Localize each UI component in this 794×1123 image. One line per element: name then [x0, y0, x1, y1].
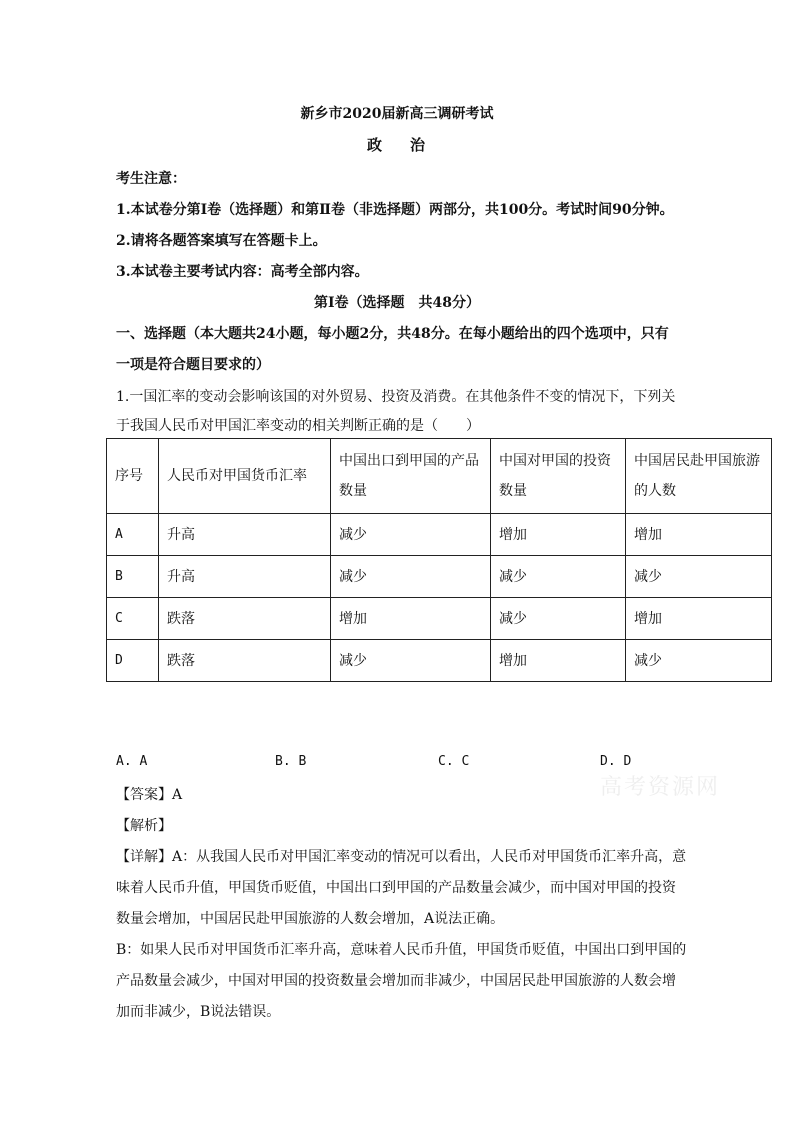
table-cell: 减少: [491, 598, 626, 640]
table-row: [107, 514, 772, 556]
question-table: [106, 438, 772, 682]
table-cell: 增加: [626, 514, 772, 556]
exam-title: 新乡市2020届新高三调研考试: [300, 106, 494, 122]
table-header-cell: 中国出口到甲国的产品数量: [331, 439, 491, 514]
table-cell: 减少: [331, 556, 491, 598]
table-cell: D: [107, 640, 159, 682]
part-title-line1: 一、选择题（本大题共24小题，每小题2分，共48分。在每小题给出的四个选项中，只有: [116, 326, 669, 342]
watermark: 高考资源网: [600, 775, 721, 800]
table-row: [107, 640, 772, 682]
table-cell: 增加: [331, 598, 491, 640]
table-cell: C: [107, 598, 159, 640]
table-header-cell: 中国对甲国的投资数量: [491, 439, 626, 514]
answer-line: 【答案】A: [116, 787, 183, 803]
question-stem-line1: 1.一国汇率的变动会影响该国的对外贸易、投资及消费。在其他条件不变的情况下，下列关: [116, 389, 676, 405]
detail-line-3: 数量会增加，中国居民赴甲国旅游的人数会增加，A说法正确。: [116, 911, 505, 927]
table-cell: 升高: [159, 556, 331, 598]
detail-line-1: 【详解】A：从我国人民币对甲国汇率变动的情况可以看出，人民币对甲国货币汇率升高，意: [116, 849, 687, 865]
table-header-cell: 人民币对甲国货币汇率: [159, 439, 331, 514]
subject-char-1: 政: [366, 136, 384, 154]
table-cell: 减少: [331, 640, 491, 682]
table-header-cell: 中国居民赴甲国旅游的人数: [626, 439, 772, 514]
subject-char-2: 治: [410, 136, 428, 154]
detail-line-4: B：如果人民币对甲国货币汇率升高，意味着人民币升值，甲国货币贬值，中国出口到甲国的: [116, 942, 687, 958]
detail-line-5: 产品数量会减少，中国对甲国的投资数量会增加而非减少，中国居民赴甲国旅游的人数会增: [116, 973, 676, 989]
table-header-row: [107, 439, 772, 514]
table-cell: 增加: [626, 598, 772, 640]
notice-item-2: 2.请将各题答案填写在答题卡上。: [116, 233, 327, 249]
table-row: [107, 556, 772, 598]
notice-item-3: 3.本试卷主要考试内容：高考全部内容。: [116, 264, 369, 280]
detail-line-2: 味着人民币升值，甲国货币贬值，中国出口到甲国的产品数量会减少，而中国对甲国的投资: [116, 880, 676, 896]
option-c: C. C: [438, 754, 470, 769]
detail-line-6: 加而非减少，B说法错误。: [116, 1004, 281, 1020]
table-cell: 跌落: [159, 598, 331, 640]
table-cell: 减少: [626, 556, 772, 598]
question-stem-line2: 于我国人民币对甲国汇率变动的相关判断正确的是（ ）: [116, 418, 480, 434]
notice-item-1: 1.本试卷分第Ⅰ卷（选择题）和第Ⅱ卷（非选择题）两部分，共100分。考试时间90分钟。: [116, 202, 674, 218]
table-header-cell: 序号: [107, 439, 159, 514]
table-cell: 减少: [626, 640, 772, 682]
option-b: B. B: [275, 754, 307, 769]
table-cell: 减少: [331, 514, 491, 556]
table-cell: B: [107, 556, 159, 598]
table-cell: 增加: [491, 514, 626, 556]
table-row: [107, 598, 772, 640]
volume-title: 第Ⅰ卷（选择题 共48分）: [313, 295, 481, 311]
table-cell: 升高: [159, 514, 331, 556]
table-cell: 跌落: [159, 640, 331, 682]
notice-heading: 考生注意：: [116, 171, 186, 187]
table-cell: 增加: [491, 640, 626, 682]
part-title-line2: 一项是符合题目要求的）: [116, 357, 270, 373]
table-cell: 减少: [491, 556, 626, 598]
analysis-label: 【解析】: [116, 818, 172, 834]
option-a: A. A: [116, 754, 148, 769]
subject-title: [0, 134, 794, 155]
table-cell: A: [107, 514, 159, 556]
option-d: D. D: [600, 754, 632, 769]
